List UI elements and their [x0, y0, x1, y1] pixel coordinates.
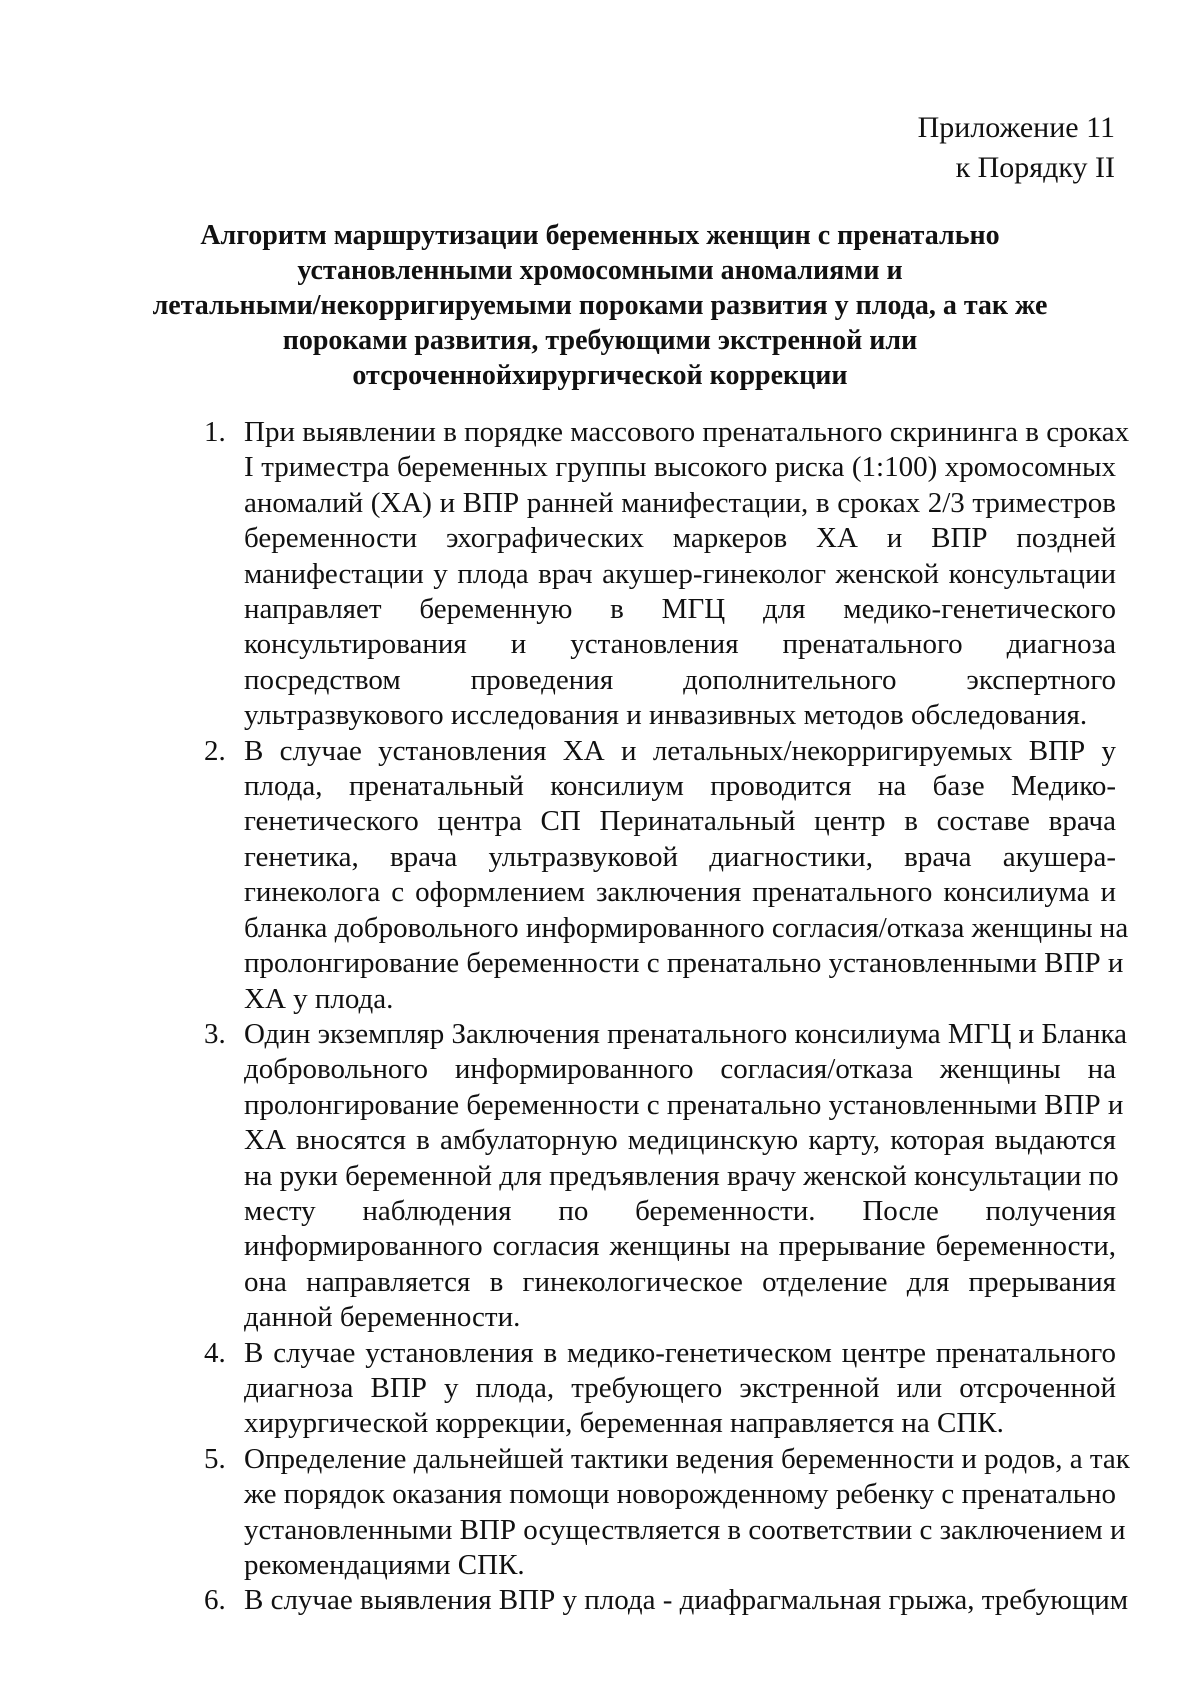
title-line: установленными хромосомными аномалиями и	[297, 255, 903, 286]
list-item-text-line: генетика, врача ультразвуковой диагностики, врача акушера-	[244, 840, 1116, 873]
list-item	[180, 415, 1130, 734]
list-item-text-line: манифестации у плода врач акушер-гинеколог женской консультации	[244, 557, 1116, 590]
title-line: летальными/некорригируемыми пороками развития у плода, а так же	[152, 290, 1048, 321]
list-item-text-line: В случае установления ХА и летальных/некорригируемых ВПР у	[244, 734, 1116, 767]
list-item-text-line: В случае выявления ВПР у плода - диафрагмальная грыжа, требующим	[244, 1584, 1129, 1617]
list-item-text-line: хирургической коррекции, беременная направляется на СПК.	[244, 1407, 1004, 1440]
annex-number: Приложение 11	[917, 111, 1115, 144]
list-item-text-line: ХА у плода.	[244, 982, 394, 1015]
list-item-text-line: информированного согласия женщины на прерывание беременности,	[244, 1230, 1116, 1263]
list-item-text-line: При выявлении в порядке массового пренатального скрининга в сроках	[244, 416, 1130, 448]
list-item-text-line: ультразвукового исследования и инвазивных методов обследования.	[244, 699, 1088, 732]
list-item-number: 4.	[204, 1336, 226, 1369]
list-item-text-line: генетического центра СП Перинатальный центр в составе врача	[244, 805, 1116, 838]
list-item-text-line: она направляется в гинекологическое отделение для прерывания	[244, 1265, 1116, 1298]
list-item-text-line: пролонгирование беременности с пренатально установленными ВПР и	[244, 1088, 1124, 1121]
list-item	[180, 1583, 1129, 1618]
list-item-number: 5.	[204, 1442, 226, 1475]
list-item-text-line: плода, пренатальный консилиум проводится на базе Медико-	[244, 770, 1116, 803]
title-line: отсроченнойхирургической коррекции	[352, 360, 848, 391]
list-item-number: 1.	[204, 416, 226, 448]
list-item-text-line: консультирования и установления пренатального диагноза	[244, 628, 1116, 661]
list-item-text-line: беременности эхографических маркеров ХА и ВПР поздней	[244, 522, 1116, 555]
list-item-text-line: диагноза ВПР у плода, требующего экстренной или отсроченной	[244, 1371, 1116, 1404]
list-item	[180, 1336, 1116, 1442]
list-item-text-line: установленными ВПР осуществляется в соответствии с заключением и	[244, 1513, 1126, 1546]
list-item-text-line: В случае установления в медико-генетическом центре пренатального	[244, 1336, 1116, 1369]
list-item-text-line: месту наблюдения по беременности. После получения	[244, 1194, 1116, 1227]
list-item-text-line: рекомендациями СПК.	[244, 1549, 525, 1581]
list-item-number: 6.	[204, 1584, 226, 1617]
document-title	[140, 218, 1060, 393]
list-item-text-line: направляет беременную в МГЦ для медико-генетического	[244, 593, 1116, 626]
list-item-text-line: бланка добровольного информированного согласия/отказа женщины на	[244, 911, 1129, 944]
algorithm-steps-list	[180, 415, 1130, 1619]
list-item-number: 2.	[204, 734, 226, 767]
list-item-text-line: Один экземпляр Заключения пренатального консилиума МГЦ и Бланка	[244, 1017, 1128, 1050]
list-item-text-line: аномалий (ХА) и ВПР ранней манифестации, в сроках 2/3 триместров	[244, 486, 1116, 519]
list-item-text-line: гинеколога с оформлением заключения пренатального консилиума и	[244, 876, 1116, 909]
list-item-text-line: на руки беременной для предъявления врачу женской консультации по	[244, 1159, 1119, 1192]
list-item-text-line: же порядок оказания помощи новорожденному ребенку с пренатально	[244, 1478, 1116, 1511]
title-line: Алгоритм маршрутизации беременных женщин с пренатально	[200, 220, 1000, 251]
list-item	[180, 734, 1129, 1017]
list-item-text-line: данной беременности.	[244, 1301, 521, 1334]
list-item	[180, 1442, 1130, 1584]
list-item-text-line: добровольного информированного согласия/отказа женщины на	[244, 1053, 1116, 1086]
list-item-text-line: I триместра беременных группы высокого риска (1:100) хромосомных	[244, 451, 1116, 484]
list-item-text-line: посредством проведения дополнительного экспертного	[244, 663, 1116, 696]
annex-reference	[918, 108, 1115, 188]
title-line: пороками развития, требующими экстренной или	[282, 325, 918, 356]
list-item-text-line: пролонгирование беременности с пренатально установленными ВПР и	[244, 947, 1124, 980]
list-item-number: 3.	[204, 1017, 226, 1050]
annex-order-reference: к Порядку II	[955, 151, 1115, 184]
list-item-text-line: Определение дальнейшей тактики ведения беременности и родов, а так	[244, 1442, 1130, 1475]
list-item	[180, 1017, 1128, 1336]
list-item-text-line: ХА вносятся в амбулаторную медицинскую карту, которая выдаются	[244, 1124, 1116, 1157]
